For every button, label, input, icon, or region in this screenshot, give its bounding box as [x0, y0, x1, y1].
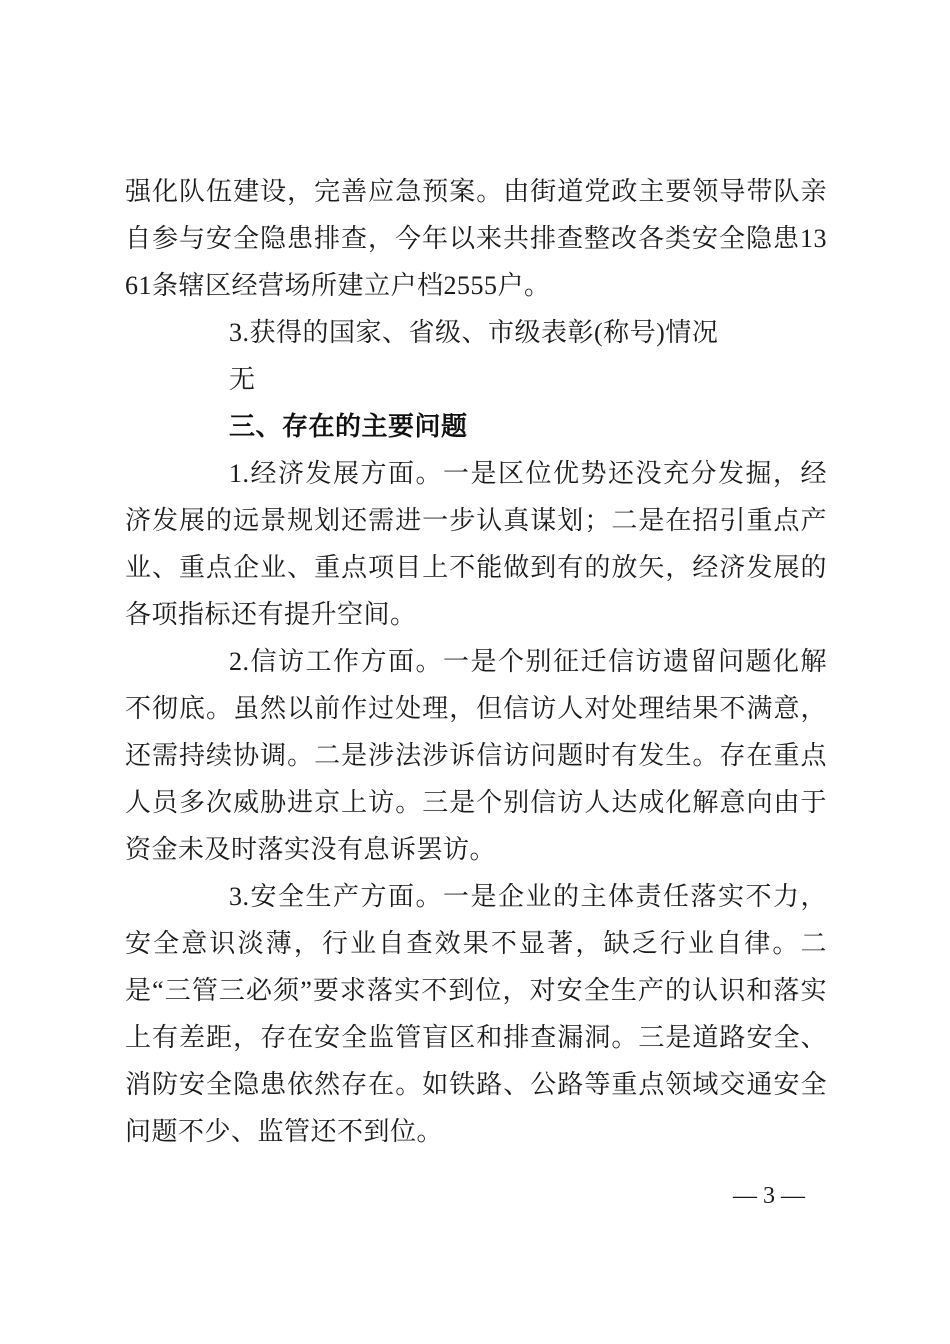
paragraph-economic-development: 1.经济发展方面。一是区位优势还没充分发掘，经济发展的远景规划还需进一步认真谋划；二是在招引重点产业、重点企业、重点项目上不能做到有的放矢，经济发展的各项指标还有提升空间。	[125, 459, 827, 629]
section-heading-main-problems: 三、存在的主要问题	[229, 411, 468, 441]
paragraph-work-safety: 3.安全生产方面。一是企业的主体责任落实不力，安全意识淡薄，行业自查效果不显著，缺乏行业自律。二是“三管三必须”要求落实不到位，对安全生产的认识和落实上有差距，存在安全监管盲区和排查漏洞。三是道路安全、消防安全隐患依然存在。如铁路、公路等重点领域交通安全问题不少、监管还不到位。	[125, 882, 827, 1146]
paragraph-awards-heading: 3.获得的国家、省级、市级表彰(称号)情况	[229, 318, 719, 347]
page-number: — 3 —	[733, 1183, 805, 1209]
document-body	[125, 168, 827, 1155]
paragraph-none: 无	[229, 365, 256, 394]
paragraph-continuation: 强化队伍建设，完善应急预案。由街道党政主要领导带队亲自参与安全隐患排查，今年以来共排查整改各类安全隐患1361条辖区经营场所建立户档2555户。	[125, 177, 827, 300]
paragraph-petition-work: 2.信访工作方面。一是个别征迁信访遗留问题化解不彻底。虽然以前作过处理，但信访人对处理结果不满意，还需持续协调。二是涉法涉诉信访问题时有发生。存在重点人员多次威胁进京上访。三是个别信访人达成化解意向由于资金未及时落实没有息诉罢访。	[125, 647, 827, 864]
